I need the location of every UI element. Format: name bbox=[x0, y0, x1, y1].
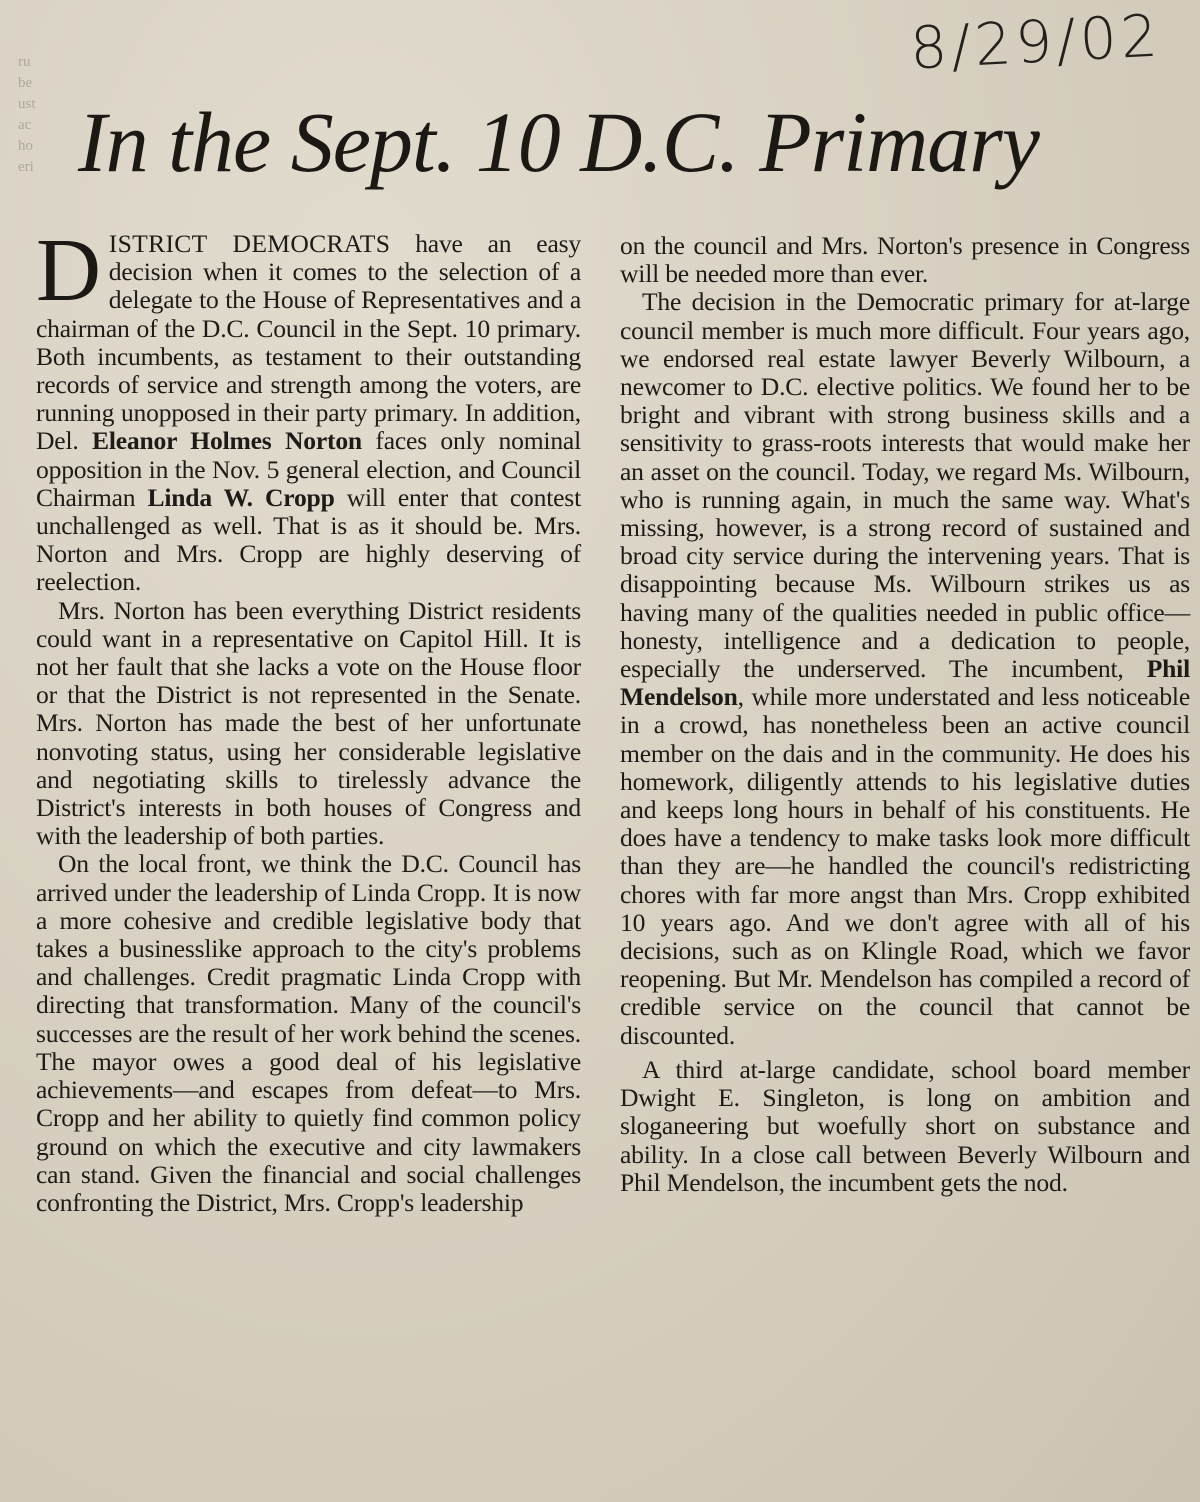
handwritten-date: 8/29/02 bbox=[908, 1, 1164, 83]
p1-text-b: faces only nominal opposition in the Nov. 5 general election, and Council Chairman bbox=[36, 426, 581, 512]
drop-cap: D bbox=[36, 221, 101, 320]
paragraph-5: A third at-large candidate, school board member Dwight E. Singleton, is long on ambition and sloganeering but woefully short on substance and ability. In a close call between Beverly Wilbourn and Phil Mendelson, the incumbent gets the nod. bbox=[620, 1054, 1190, 1197]
article-column-right bbox=[620, 232, 1190, 1197]
paragraph-2: Mrs. Norton has been everything District residents could want in a representative on Capitol Hill. It is not her fault that she lacks a vote on the House floor or that the District is not represented in the Senate. Mrs. Norton has made the best of her unfortunate nonvoting status, using her considerable legislative and negotiating skills to tirelessly advance the District's interests in both houses of Congress and with the leadership of both parties. bbox=[36, 595, 581, 851]
name-mendelson: Phil Mendelson bbox=[620, 654, 1190, 712]
name-cropp: Linda W. Cropp bbox=[147, 482, 335, 512]
paragraph-4 bbox=[620, 288, 1190, 1049]
paragraph-3: On the local front, we think the D.C. Council has arrived under the leadership of Linda Cropp. It is now a more cohesive and credible legislative body that takes a businesslike approach to the city's problems and challenges. Credit pragmatic Linda Cropp with directing that transformation. Many of the council's successes are the result of her work behind the scenes. The mayor owes a good deal of his legislative achievements—and escapes from defeat—to Mrs. Cropp and her ability to quietly find common policy ground on which the executive and city lawmakers can stand. Given the financial and social challenges confronting the District, Mrs. Cropp's leadership bbox=[36, 849, 581, 1217]
paragraph-3-continued: on the council and Mrs. Norton's presence in Congress will be needed more than ever. bbox=[620, 231, 1190, 289]
p1-text-c: will enter that contest unchallenged as well. That is as it should be. Mrs. Norton and Mrs. Cropp are highly deserving of reelection. bbox=[36, 482, 581, 597]
name-norton: Eleanor Holmes Norton bbox=[91, 426, 362, 456]
bleed-line: ust bbox=[18, 96, 36, 112]
bleed-line: be bbox=[18, 75, 33, 91]
bleed-line: ho bbox=[18, 138, 33, 154]
adjacent-column-bleed bbox=[18, 52, 78, 178]
bleed-line: eri bbox=[18, 159, 34, 175]
headline: In the Sept. 10 D.C. Primary bbox=[78, 94, 1039, 190]
kicker: ISTRICT DEMOCRATS bbox=[108, 229, 391, 258]
article-column-left bbox=[36, 221, 581, 1217]
p1-text-a: have an easy decision when it comes to the selection of a delegate to the House of Representatives and a chairman of the D.C. Council in the Sept. 10 primary. Both incumbents, as testament to their outstanding records of service and strength among the voters, are running unopposed in their party primary. In addition, Del. bbox=[36, 229, 581, 456]
bleed-line: ac bbox=[18, 117, 32, 133]
p4-text-b: , while more understated and less noticeable in a crowd, has nonetheless been an active council member on the dais and in the community. He does his homework, diligently attends to his legislative duties and keeps long hours in behalf of his constituents. He does have a tendency to make tasks look more difficult than they are—he handled the council's redistricting chores with far more angst than Mrs. Cropp exhibited 10 years ago. And we don't agree with all of his decisions, such as on Klingle Road, which we favor reopening. But Mr. Mendelson has compiled a record of credible service on the council that cannot be discounted. bbox=[620, 682, 1190, 1050]
paragraph-1 bbox=[36, 221, 581, 597]
p4-text-a: The decision in the Democratic primary for at-large council member is much more difficult. Four years ago, we endorsed real estate lawyer Beverly Wilbourn, a newcomer to D.C. elective politics. We found her to be bright and vibrant with strong business skills and a sensitivity to grass-roots interests that would make her an asset on the council. Today, we regard Ms. Wilbourn, who is running again, in much the same way. What's missing, however, is a strong record of sustained and broad city service during the intervening years. That is disappointing because Ms. Wilbourn strikes us as having many of the qualities needed in public office—honesty, intelligence and a dedication to people, especially the underserved. The incumbent, bbox=[620, 287, 1190, 684]
bleed-line: ru bbox=[18, 54, 31, 70]
